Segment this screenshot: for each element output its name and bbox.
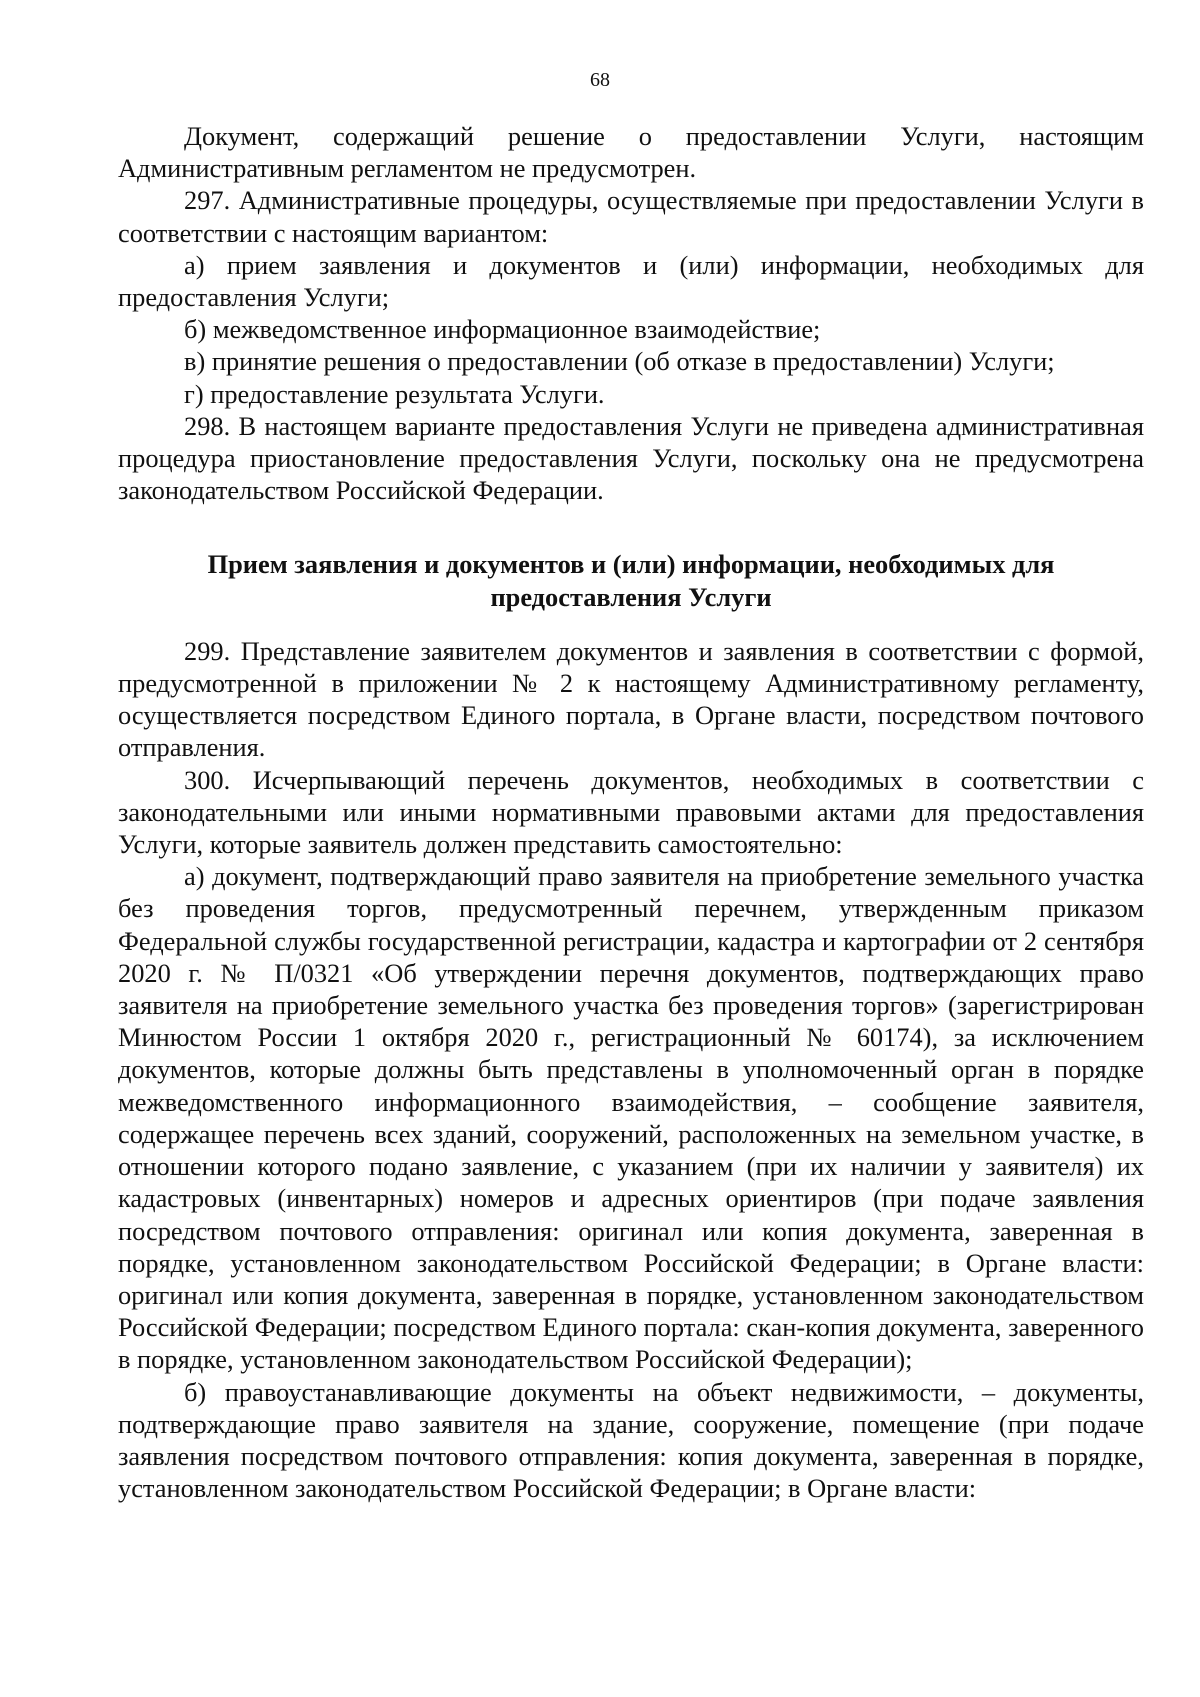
list-item-v: в) принятие решения о предоставлении (об отказе в предоставлении) Услуги; bbox=[184, 346, 1055, 377]
section-heading-line-1: Прием заявления и документов и (или) информации, необходимых для bbox=[207, 549, 1055, 580]
section-heading-line-2: предоставления Услуги bbox=[490, 581, 772, 612]
section-heading bbox=[118, 548, 1144, 612]
paragraph-297: 297. Административные процедуры, осуществляемые при предоставлении Услуги в соответствии с настоящим вариантом: bbox=[118, 185, 1144, 248]
list-item-b-300: б) правоустанавливающие документы на объект недвижимости, – документы, подтверждающие право заявителя на здание, сооружение, помещение (при подаче заявления посредством почтового отправления: копия документа, заверенная в порядке, установленном законодательством Российской Федерации; в Органе власти: bbox=[118, 1376, 1144, 1504]
paragraph-299: 299. Представление заявителем документов и заявления в соответствии с формой, предусмотренной в приложении № 2 к настоящему Административному регламенту, осуществляется посредством Единого портала, в Органе власти, посредством почтового отправления. bbox=[118, 635, 1144, 763]
paragraph-300: 300. Исчерпывающий перечень документов, необходимых в соответствии с законодательными или иными нормативными правовыми актами для предоставления Услуги, которые заявитель должен представить самостоятельно: bbox=[118, 764, 1144, 860]
list-item-a-300: а) документ, подтверждающий право заявителя на приобретение земельного участка без проведения торгов, предусмотренный перечнем, утвержденным приказом Федеральной службы государственной регистрации, кадастра и картографии от 2 сентября 2020 г. № П/0321 «Об утверждении перечня документов, подтверждающих право заявителя на приобретение земельного участка без проведения торгов» (зарегистрирован Минюстом России 1 октября 2020 г., регистрационный № 60174), за исключением документов, которые должны быть представлены в уполномоченный орган в порядке межведомственного информационного взаимодействия, – сообщение заявителя, содержащее перечень всех зданий, сооружений, расположенных на земельном участке, в отношении которого подано заявление, с указанием (при их наличии у заявителя) их кадастровых (инвентарных) номеров и адресных ориентиров (при подаче заявления посредством почтового отправления: оригинал или копия документа, заверенная в порядке, установленном законодательством Российской Федерации; в Органе власти: оригинал или копия документа, заверенная в порядке, установленном законодательством Российской Федерации; посредством Единого портала: скан-копия документа, заверенного в порядке, установленном законодательством Российской Федерации); bbox=[118, 861, 1144, 1375]
list-item-a: а) прием заявления и документов и (или) информации, необходимых для предоставления Услуги; bbox=[118, 249, 1144, 313]
paragraph-298: 298. В настоящем варианте предоставления Услуги не приведена административная процедура приостановление предоставления Услуги, поскольку она не предусмотрена законодательством Российской Федерации. bbox=[118, 410, 1144, 506]
page-number: 68 bbox=[590, 69, 610, 91]
document-body bbox=[118, 120, 1144, 1504]
list-item-g: г) предоставление результата Услуги. bbox=[184, 378, 605, 409]
paragraph: Документ, содержащий решение о предоставлении Услуги, настоящим Административным регламентом не предусмотрен. bbox=[118, 121, 1144, 184]
list-item-b: б) межведомственное информационное взаимодействие; bbox=[184, 314, 821, 345]
